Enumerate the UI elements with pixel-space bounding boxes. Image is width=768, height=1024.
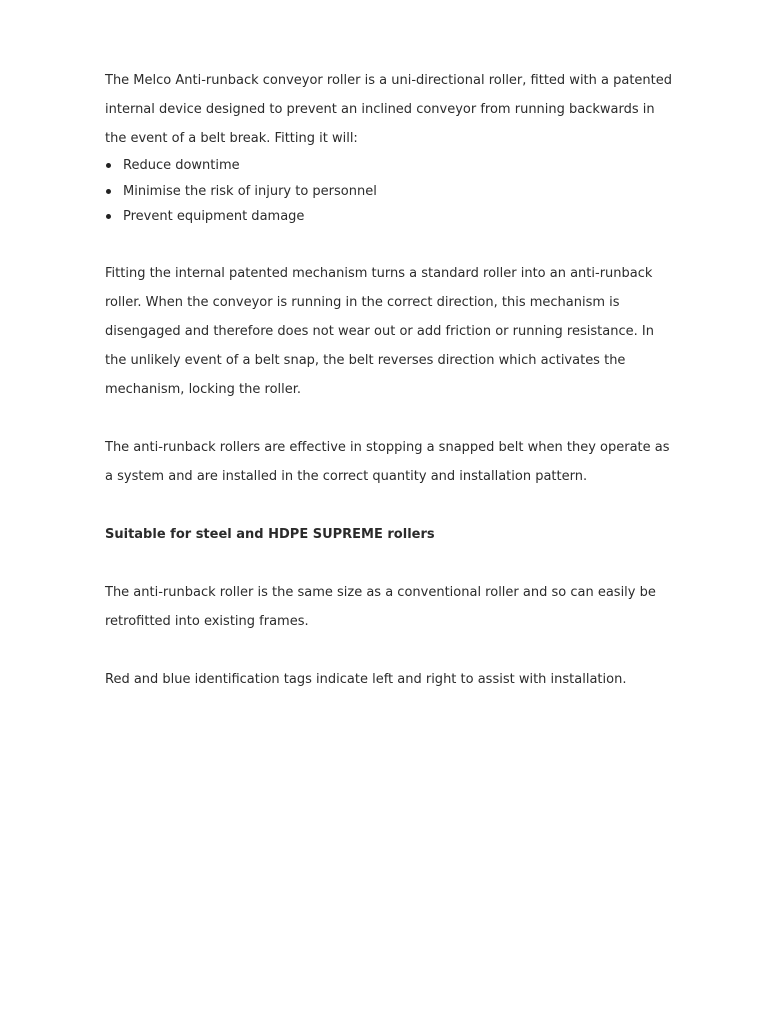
spacer (105, 636, 675, 665)
size-paragraph: The anti-runback roller is the same size as a conventional roller and so can easily be retrofitted into existing frames. (105, 584, 656, 629)
spacer (105, 549, 675, 578)
spacer (105, 491, 675, 520)
spacer (105, 404, 675, 433)
intro-paragraph: The Melco Anti-runback conveyor roller is a uni-directional roller, fitted with a patented internal device designed to prevent an inclined conveyor from running backwards in the event of a belt break. Fitting it will: (105, 73, 673, 146)
tags-paragraph: Red and blue identification tags indicate left and right to assist with installation. (105, 671, 627, 687)
list-item (105, 179, 675, 205)
list-item-text: Minimise the risk of injury to personnel (123, 183, 377, 199)
system-paragraph: The anti-runback rollers are effective in stopping a snapped belt when they operate as a system and are installed in the correct quantity and installation pattern. (105, 439, 670, 484)
benefits-list (105, 153, 675, 230)
spacer (105, 230, 675, 259)
mechanism-paragraph: Fitting the internal patented mechanism turns a standard roller into an anti-runback roller. When the conveyor is running in the correct direction, this mechanism is disengaged and therefore does not wear out or add friction or running resistance. In the unlikely event of a belt snap, the belt reverses direction which activates the mechanism, locking the roller. (105, 265, 654, 397)
bullet-icon (106, 214, 111, 219)
list-item (105, 204, 675, 230)
bullet-icon (106, 163, 111, 168)
bullet-icon (106, 189, 111, 194)
list-item-text: Prevent equipment damage (123, 209, 305, 224)
document-page (105, 66, 675, 694)
list-item (105, 153, 675, 179)
list-item-text: Reduce downtime (123, 158, 240, 173)
section-heading: Suitable for steel and HDPE SUPREME rollers (105, 526, 435, 542)
